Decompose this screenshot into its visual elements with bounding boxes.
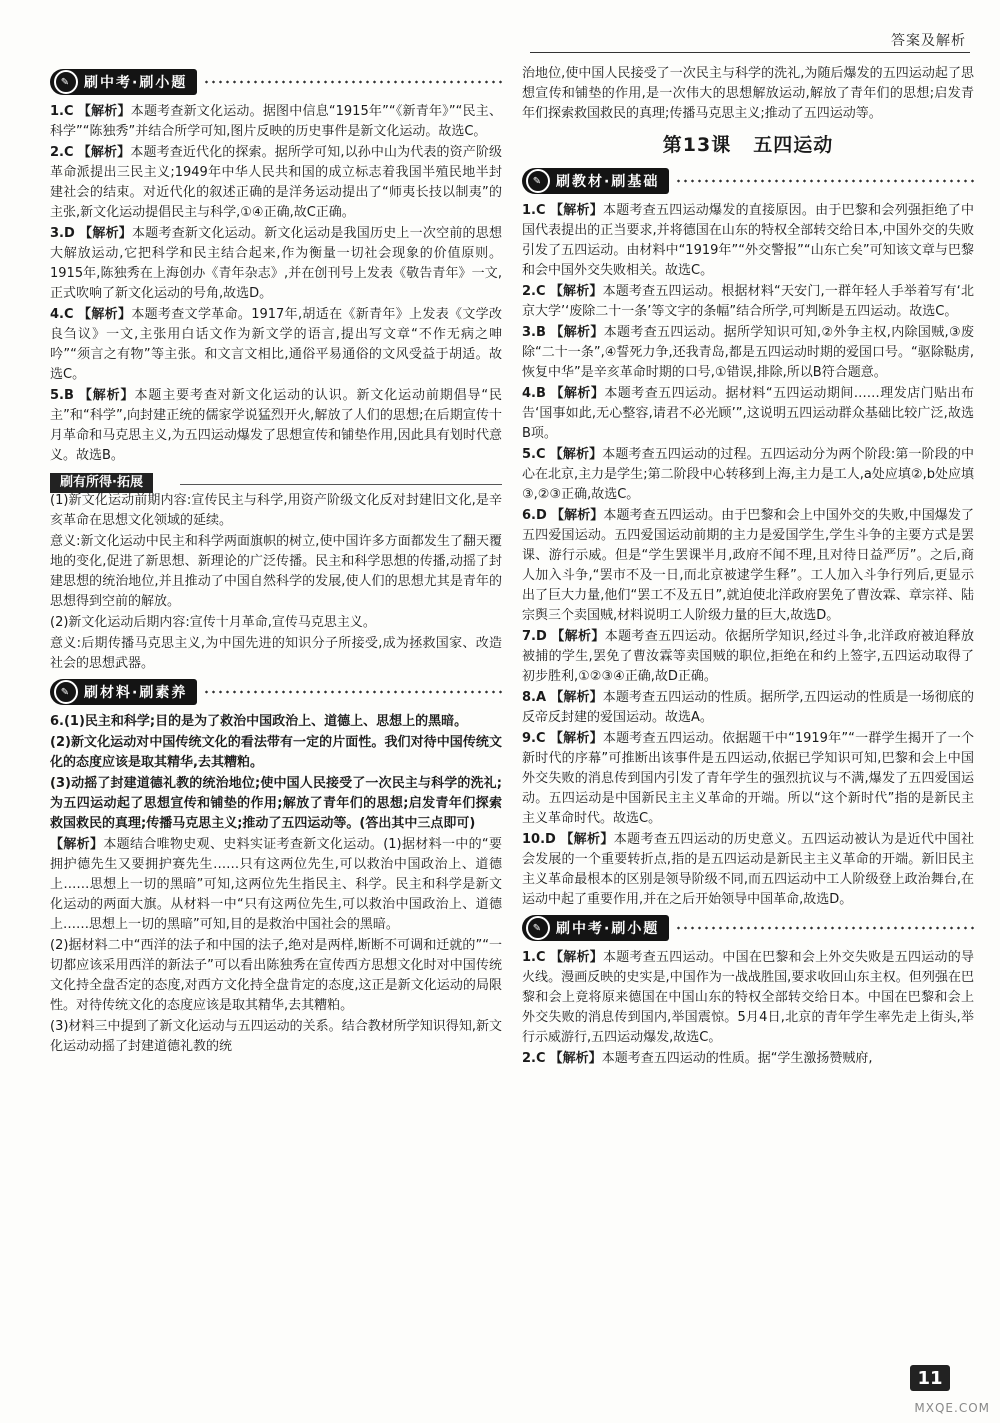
answer-text: 本题考查五四运动。根据材料“天安门,一群年轻人手举着写有‘北京大学’‘废除二十一条’等文字的条幅”结合所学,可判断是五四运动。故选C。 — [522, 284, 974, 319]
answer-num: 9.C — [522, 731, 546, 746]
banner-badge — [50, 679, 197, 705]
answer-item — [522, 445, 974, 505]
lesson-name: 五四运动 — [753, 134, 834, 156]
answer-tag: 【解析】 — [549, 950, 603, 965]
answer-text: 本题主要考查对新文化运动的认识。新文化运动前期倡导“民主”和“科学”,向封建正统的儒家学说猛烈开火,解放了人们的思想;在后期宣传十月革命和马克思主义,为五四运动爆发了思想宣传和铺垫作用,因此具有划时代意义。故选B。 — [50, 388, 502, 463]
banner-badge — [522, 168, 669, 194]
answer-text: (1)民主和科学;目的是为了救治中国政治上、道德上、思想上的黑暗。 — [63, 714, 468, 729]
answer-text: 本题考查五四运动的过程。五四运动分为两个阶段:第一阶段的中心在北京,主力是学生;第二阶段中心转移到上海,主力是工人,a处应填②,b处应填③,②③正确,故选C。 — [522, 447, 974, 502]
continued-text: 治地位,使中国人民接受了一次民主与科学的洗礼,为随后爆发的五四运动起了思想宣传和铺垫的作用,是一次伟大的思想解放运动,解放了青年们的思想;启发青年们探索救国救民的真理;传播马克思主义;推动了五四运动等。 — [522, 66, 974, 121]
right-column — [522, 64, 974, 1070]
answer-tag: 【解析】 — [551, 508, 604, 523]
answer-num: 8.A — [522, 690, 547, 705]
answer-tag: 【解析】 — [551, 629, 605, 644]
answer-num: 3.D — [50, 226, 75, 241]
header-label: 答案及解析 — [891, 33, 966, 49]
answer-tag: 【解析】 — [50, 837, 104, 852]
paragraph: (2)新文化运动后期内容:宣传十月革命,宣传马克思主义。 — [50, 615, 376, 630]
banner-badge — [522, 915, 669, 941]
answer-tag: 【解析】 — [549, 1051, 602, 1066]
answer-num: 6.D — [522, 508, 547, 523]
lesson-number: 第13课 — [662, 134, 732, 156]
answer-num: 1.C — [522, 950, 546, 965]
sub-banner-extension: 刷有所得·拓展 — [50, 473, 153, 493]
answer-num: 2.C — [522, 1051, 546, 1066]
answer-tag: 【解析】 — [77, 145, 131, 160]
answer-num: 5.C — [522, 447, 546, 462]
answer-text: 本题考查五四运动。据所学知识可知,②外争主权,内除国贼,③废除“二十一条”,④誓死力争,还我青岛,都是五四运动时期的爱国口号。“驱除鞑虏,恢复中华”是辛亥革命时期的口号,①错误,排除,所以B符合题意。 — [522, 325, 974, 380]
answer-num: 5.B — [50, 388, 74, 403]
answer-text: 本题结合唯物史观、史料实证考查新文化运动。(1)据材料一中的“要拥护德先生又要拥护赛先生……只有这两位先生,可以救治中国政治上、道德上……思想上一切的黑暗”可知,这两位先生指民主、科学。民主和科学是新文化运动的两面大旗。从材料一中“只有这两位先生,可以救治中国政治上、道德上……思想上一切的黑暗”可知,目的是救治中国社会的黑暗。 — [50, 837, 502, 932]
answer-tag: 【解析】 — [78, 307, 132, 322]
answer-text: 本题考查新文化运动。新文化运动是我国历史上一次空前的思想大解放运动,它把科学和民主结合起来,作为衡量一切社会现象的价值原则。1915年,陈独秀在上海创办《青年杂志》,并在创刊号上发表《敬告青年》一文,正式吹响了新文化运动的号角,故选D。 — [50, 226, 502, 301]
dotted-line — [203, 79, 502, 85]
answer-text: 本题考查五四运动。中国在巴黎和会上外交失败是五四运动的导火线。漫画反映的史实是,中国作为一战战胜国,要求收回山东主权。但列强在巴黎和会上竟将原来德国在中国山东的特权全部转交给日本。中国在巴黎和会上外交失败的消息传到国内,举国震惊。5月4日,北京的青年学生率先走上街头,举行示威游行,五四运动爆发,故选C。 — [522, 950, 974, 1045]
pencil-icon: ✎ — [526, 169, 550, 193]
q6-explanation-1 — [50, 835, 502, 935]
q6-answer-3: (3)动摇了封建道德礼教的统治地位;使中国人民接受了一次民主与科学的洗礼;为五四运动起了思想宣传和铺垫的作用;解放了青年们的思想;启发青年们探索救国救民的真理;传播马克思主义;推动了五四运动等。(答出其中三点即可) — [50, 776, 502, 831]
answer-item — [522, 506, 974, 626]
sub-banner-rule — [180, 484, 502, 485]
answer-item — [50, 305, 502, 385]
pencil-icon: ✎ — [54, 70, 78, 94]
dotted-line — [675, 925, 974, 931]
answer-num: 6. — [50, 714, 64, 729]
banner-title: 刷教材·刷基础 — [556, 174, 660, 190]
answer-item — [50, 224, 502, 304]
pencil-icon: ✎ — [526, 916, 550, 940]
answer-tag: 【解析】 — [79, 226, 133, 241]
answer-item — [522, 948, 974, 1048]
answer-text: 本题考查五四运动的性质。据所学,五四运动的性质是一场彻底的反帝反封建的爱国运动。故选A。 — [522, 690, 974, 725]
answer-item — [522, 1049, 974, 1069]
answer-text: 本题考查五四运动。据材料“五四运动期间……理发店门贴出布告‘国事如此,无心整容,请君不必光顾’”,这说明五四运动群众基础比较广泛,故选B项。 — [522, 386, 974, 441]
dotted-line — [203, 689, 502, 695]
answer-item — [522, 627, 974, 687]
answer-item — [50, 143, 502, 223]
answer-text: 本题考查五四运动。依据所学知识,经过斗争,北洋政府被迫释放被捕的学生,罢免了曹汝霖等卖国贼的职位,拒绝在和约上签字,五四运动取得了初步胜利,①②③④正确,故D正确。 — [522, 629, 974, 684]
banner-zhongkao-2 — [522, 912, 974, 944]
banner-title: 刷中考·刷小题 — [556, 921, 660, 937]
answer-num: 7.D — [522, 629, 547, 644]
banner-cailiao — [50, 676, 502, 708]
answer-item — [522, 384, 974, 444]
page-number: 11 — [910, 1365, 950, 1391]
left-column — [50, 64, 502, 1058]
answer-item — [522, 282, 974, 322]
answer-num: 3.B — [522, 325, 546, 340]
q6-answer-2: (2)新文化运动对中国传统文化的看法带有一定的片面性。我们对待中国传统文化的态度应该是取其精华,去其糟粕。 — [50, 735, 502, 770]
answer-text: 本题考查文学革命。1917年,胡适在《新青年》上发表《文学改良刍议》一文,主张用白话文作为新文学的语言,提出写文章“不作无病之呻吟”“须言之有物”等主张。和文言文相比,通俗平易通俗的文风受益于胡适。故选C。 — [50, 307, 502, 382]
watermark: MXQE.COM — [914, 1401, 990, 1415]
paragraph: (1)新文化运动前期内容:宣传民主与科学,用资产阶级文化反对封建旧文化,是辛亥革命在思想文化领域的延续。 — [50, 493, 502, 528]
paragraph: 意义:新文化运动中民主和科学两面旗帜的树立,使中国许多方面都发生了翻天覆地的变化,促进了新思想、新理论的广泛传播。民主和科学思想的传播,动摇了封建思想的统治地位,并且推动了中国自然科学的发展,使人们的思想尤其是青年的思想得到空前的解放。 — [50, 534, 502, 609]
answer-tag: 【解析】 — [78, 388, 135, 403]
answer-item — [522, 830, 974, 910]
dotted-line — [675, 178, 974, 184]
answer-item — [50, 102, 502, 142]
banner-title: 刷中考·刷小题 — [84, 75, 188, 91]
answer-tag: 【解析】 — [560, 832, 614, 847]
answer-num: 2.C — [50, 145, 74, 160]
answer-tag: 【解析】 — [77, 104, 131, 119]
pencil-icon: ✎ — [54, 680, 78, 704]
answer-num: 10.D — [522, 832, 556, 847]
header-rule — [530, 52, 970, 53]
answer-text: 本题考查五四运动爆发的直接原因。由于巴黎和会列强拒绝了中国代表提出的正当要求,并将德国在山东的特权全部转交给日本,中国外交的失败引发了五四运动。由材料中“1919年”“外交警报”“山东亡矣”可知该文章与巴黎和会中国外交失败相关。故选C。 — [522, 203, 974, 278]
answer-tag: 【解析】 — [550, 386, 605, 401]
answer-text: 本题考查五四运动。依据题干中“1919年”“一群学生揭开了一个新时代的序幕”可推断出该事件是五四运动,依据已学知识可知,巴黎和会上中国外交失败的消息传到国内引发了青年学生的强烈抗议与不满,爆发了五四爱国运动。五四运动是中国新民主主义革命的开端。所以“这个新时代”指的是新民主主义革命时代。故选C。 — [522, 731, 974, 826]
banner-zhongkao — [50, 66, 502, 98]
answer-text: 本题考查近代化的探索。据所学可知,以孙中山为代表的资产阶级革命派提出三民主义;1949年中华人民共和国的成立标志着我国半殖民地半封建社会的结束。对近代化的叙述正确的是洋务运动提出了“师夷长技以制夷”的主张,新文化运动提倡民主与科学,①④正确,故C正确。 — [50, 145, 502, 220]
banner-jiaocai — [522, 165, 974, 197]
answer-num: 1.C — [522, 203, 546, 218]
answer-tag: 【解析】 — [549, 203, 603, 218]
answer-item — [522, 688, 974, 728]
lesson-title — [522, 130, 974, 157]
answer-tag: 【解析】 — [549, 447, 603, 462]
q6-explanation-2: (2)据材料二中“西洋的法子和中国的法子,绝对是两样,断断不可调和迁就的”“一切都应该采用西洋的新法子”可以看出陈独秀在宣传西方思想文化时对中国传统文化持全盘否定的态度,对西方文化持全盘肯定的态度,这正是新文化运动的局限性。对待传统文化的态度应该是取其精华,去其糟粕。 — [50, 938, 502, 1013]
answer-text: 本题考查五四运动的历史意义。五四运动被认为是近代中国社会发展的一个重要转折点,指的是五四运动是新民主主义革命的开端。新旧民主主义革命最根本的区别是领导阶级不同,而五四运动中工人阶级登上政治舞台,在运动中起了重要作用,并在之后开始领导中国革命,故选D。 — [522, 832, 974, 907]
banner-title: 刷材料·刷素养 — [84, 685, 188, 701]
answer-item — [522, 201, 974, 281]
q6-explanation-3: (3)材料三中提到了新文化运动与五四运动的关系。结合教材所学知识得知,新文化运动动摇了封建道德礼教的统 — [50, 1019, 502, 1054]
answer-num: 1.C — [50, 104, 74, 119]
answer-num: 4.B — [522, 386, 546, 401]
answer-item — [522, 729, 974, 829]
answer-text: 本题考查五四运动的性质。据“学生激扬赞贼府, — [601, 1051, 873, 1066]
answer-tag: 【解析】 — [550, 690, 603, 705]
answer-num: 4.C — [50, 307, 74, 322]
answer-text: 本题考查五四运动。由于巴黎和会上中国外交的失败,中国爆发了五四爱国运动。五四爱国运动前期的主力是爱国学生,学生斗争的主要方式是罢课、游行示威。但是“学生罢课半月,政府不闻不理,且对待日益严厉”。之后,商人加入斗争,“罢市不及一日,而北京被逮学生释”。工人加入斗争行列后,更显示出了巨大力量,他们“罢工不及五日”,就迫使北洋政府罢免了曹汝霖、章宗祥、陆宗舆三个卖国贼,材料说明工人阶级力量的巨大,故选D。 — [522, 508, 974, 623]
banner-badge — [50, 69, 197, 95]
answer-item — [50, 386, 502, 466]
paragraph: 意义:后期传播马克思主义,为中国先进的知识分子所接受,成为拯救国家、改造社会的思想武器。 — [50, 636, 502, 671]
answer-tag: 【解析】 — [549, 731, 603, 746]
answer-tag: 【解析】 — [549, 284, 603, 299]
answer-text: 本题考查新文化运动。据图中信息“1915年”“《新青年》”“民主、科学”“陈独秀”并结合所学可知,图片反映的历史事件是新文化运动。故选C。 — [50, 104, 502, 139]
answer-num: 2.C — [522, 284, 546, 299]
answer-item — [522, 323, 974, 383]
q6-answer-1 — [50, 712, 502, 732]
answer-tag: 【解析】 — [550, 325, 604, 340]
